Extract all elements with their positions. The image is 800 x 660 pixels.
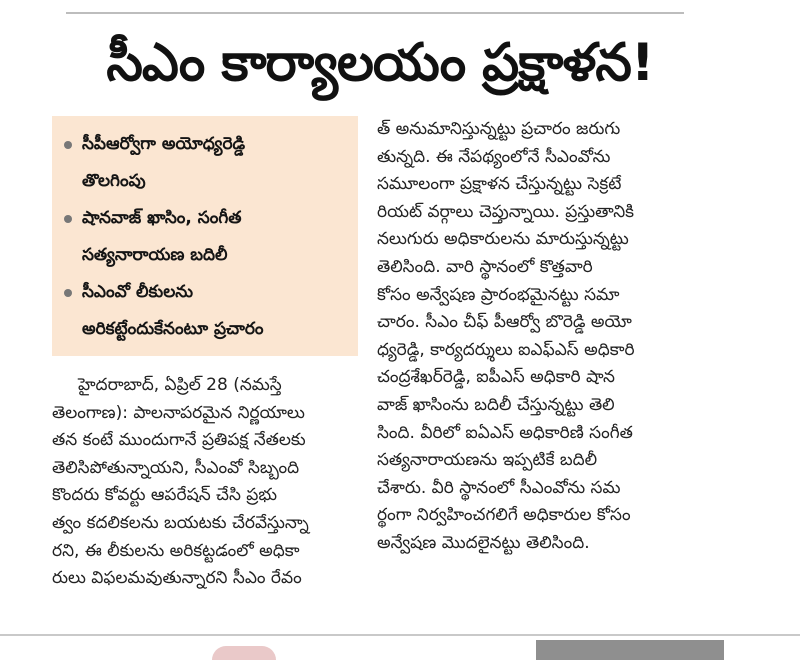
- highlight-item: [64, 274, 350, 348]
- article-line: చేశారు. వీరి స్థానంలో సీఎంవోను సమ: [377, 477, 621, 498]
- article-line: వాజ్‌ ఖాసింను బదిలీ చేస్తున్నట్టు తెలి: [377, 394, 615, 415]
- article-line: సత్యనారాయణను ఇప్పటికే బదిలీ: [377, 450, 598, 471]
- bullet-icon: [64, 289, 72, 297]
- article-line: రులు విఫలమవుతున్నారని సీఎం రేవం: [52, 568, 302, 589]
- article-line: తెలిసింది. వారి స్థానంలో కొత్తవారి: [377, 256, 593, 277]
- highlight-item: [64, 200, 350, 274]
- bullet-icon: [64, 141, 72, 149]
- highlights-box: [52, 116, 358, 356]
- article-column-right: [377, 116, 693, 558]
- article-line: కొందరు కోవర్టు ఆపరేషన్‌ చేసి ప్రభు: [52, 485, 278, 506]
- top-divider: [66, 12, 684, 14]
- bullet-icon: [64, 215, 72, 223]
- article-line: ధ్యరెడ్డి, కార్యదర్శులు ఐఎఫ్‌ఎస్‌ అధికారి: [377, 339, 635, 360]
- article-line: తెలంగాణ): పాలనాపరమైన నిర్ణయాలు: [52, 402, 305, 423]
- article-line: అన్వేషణ మొదలైనట్టు తెలిసింది.: [377, 532, 590, 553]
- article-column-left: [52, 372, 358, 593]
- highlight-line: తొలగింపు: [82, 171, 146, 191]
- headline: సీఎం కార్యాలయం ప్రక్షాళన!: [106, 33, 654, 93]
- article-line: నలుగురు అధికారులను మారుస్తున్నట్టు: [377, 229, 629, 250]
- highlight-line: అరికట్టేందుకేనంటూ ప్రచారం: [82, 319, 264, 339]
- article-line: త్వం కదలికలను బయటకు చేరవేస్తున్నా: [52, 512, 309, 533]
- article-line: ర్థంగా నిర్వహించగలిగే అధికారుల కోసం: [377, 505, 631, 526]
- article-line: చారం. సీఎం చీఫ్‌ పీఆర్వో బొరెడ్డి అయో: [377, 312, 632, 333]
- highlight-line: సత్యనారాయణ బదిలీ: [82, 245, 228, 265]
- article-line: రని, ఈ లీకులను అరికట్టడంలో అధికా: [52, 540, 300, 561]
- highlight-item: [64, 126, 350, 200]
- partial-image: [212, 646, 276, 660]
- article-line: తన కంటే ముందుగానే ప్రతిపక్ష నేతలకు: [52, 430, 306, 451]
- highlight-line: సీఎంవో లీకులను: [82, 282, 194, 302]
- partial-banner: [536, 640, 724, 660]
- highlight-line: సీపీఆర్వోగా అయోధ్యరెడ్డి: [82, 134, 246, 154]
- article-line: త్‌ అనుమానిస్తున్నట్టు ప్రచారం జరుగు: [377, 119, 621, 139]
- article-line: చంద్రశేఖర్‌రెడ్డి, ఐపీఎస్‌ అధికారి షాన: [377, 367, 615, 388]
- article-line: తెలిసిపోతున్నాయని, సీఎంవో సిబ్బంది: [52, 457, 300, 478]
- article-line: కోసం అన్వేషణ ప్రారంభమైనట్టు సమా: [377, 284, 620, 305]
- article-line: సమూలంగా ప్రక్షాళన చేస్తున్నట్టు సెక్రటే: [377, 174, 622, 195]
- article-line: తున్నది. ఈ నేపథ్యంలోనే సీఎంవోను: [377, 146, 611, 167]
- bottom-divider: [0, 634, 800, 636]
- article-line: హైదరాబాద్‌, ఏప్రిల్‌ 28 (నమస్తే: [78, 375, 282, 395]
- highlight-line: షానవాజ్‌ ఖాసిం, సంగీత: [82, 208, 242, 228]
- article-line: సింది. వీరిలో ఐఏఎస్‌ అధికారిణి సంగీత: [377, 422, 633, 443]
- article-line: రియట్‌ వర్గాలు చెప్తున్నాయి. ప్రస్తుతానికి: [377, 201, 635, 222]
